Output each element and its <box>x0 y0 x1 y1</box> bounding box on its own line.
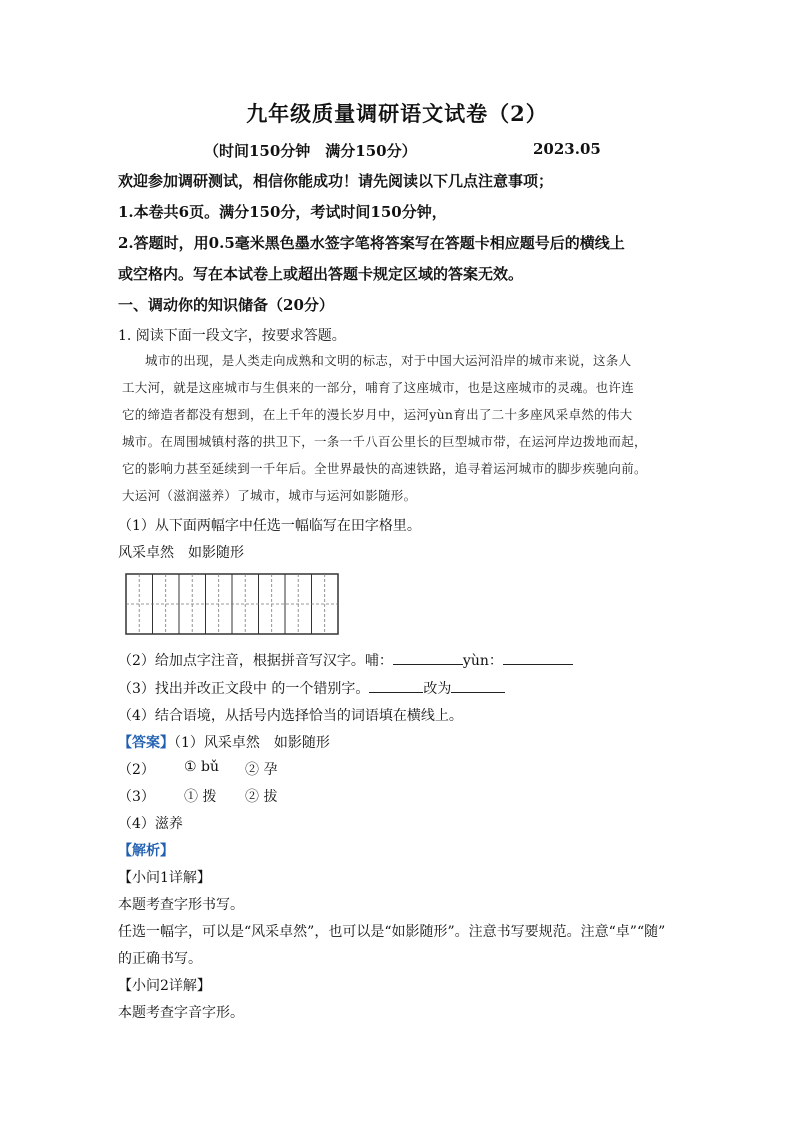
note-3: 或空格内。写在本试卷上或超出答题卡规定区域的答案无效。 <box>118 265 524 283</box>
answer-2-item: ② 孕 <box>245 762 278 778</box>
sub-question-1: （1）从下面两幅字中任选一幅临写在田字格里。 <box>118 518 421 534</box>
answer-tag: 【答案】 <box>118 735 174 751</box>
sub-question-3-prefix: （3）找出并改正文段中 的一个错别字。 <box>118 681 370 697</box>
answer-1: （1）风采卓然 如影随形 <box>174 735 330 751</box>
greeting: 欢迎参加调研测试，相信你能成功！请先阅读以下几点注意事项； <box>118 172 554 190</box>
answer-blank[interactable] <box>451 678 505 693</box>
passage-line: 它的影响力甚至延续到一千年后。全世界最快的高速铁路，追寻着运河城市的脚步疾驰向前。 <box>122 461 647 476</box>
detail-1-line: 任选一幅字，可以是“风采卓然”，也可以是“如影随形”。注意书写要规范。注意“卓”“随” <box>118 924 666 940</box>
passage-line: 大运河（滋润滋养）了城市，城市与运河如影随形。 <box>122 488 417 503</box>
answer-3-item: ① 拨 <box>184 789 217 805</box>
detail-1-line: 本题考查字形书写。 <box>118 897 244 913</box>
answer-blank[interactable] <box>503 650 573 665</box>
passage-line: 城市。在周围城镇村落的拱卫下，一条一千八百公里长的巨型城市带，在运河岸边拨地而起， <box>122 434 647 449</box>
sub-question-3 <box>118 678 505 698</box>
question-1: 1. 阅读下面一段文字，按要求答题。 <box>118 328 346 344</box>
sub-question-2-mid: yùn： <box>462 653 503 669</box>
passage-line: 它的缔造者都没有想到，在上千年的漫长岁月中，运河yùn育出了二十多座风采卓然的伟大 <box>122 407 633 422</box>
answer-3-label: （3） <box>118 789 155 805</box>
passage-line: 工大河，就是这座城市与生俱来的一部分，哺育了这座城市，也是这座城市的灵魂。也许连 <box>122 380 635 395</box>
answer-4: （4）滋养 <box>118 816 183 832</box>
tianzige-grid[interactable] <box>125 573 339 635</box>
sub-question-4: （4）结合语境，从括号内选择恰当的词语填在横线上。 <box>118 708 463 724</box>
detail-1-tag: 【小问1详解】 <box>118 870 211 886</box>
answer-2-label: （2） <box>118 762 155 778</box>
exam-time-info: （时间150分钟 满分150分） <box>204 142 417 160</box>
note-1: 1.本卷共6页。满分150分，考试时间150分钟， <box>118 203 447 221</box>
answer-2-item: ① bǔ <box>184 759 219 775</box>
sub-question-2 <box>118 650 573 670</box>
answer-blank[interactable] <box>369 678 423 693</box>
sub-question-2-prefix: （2）给加点字注音，根据拼音写汉字。哺： <box>118 653 393 669</box>
sub-question-3-mid: 改为 <box>423 681 452 697</box>
answer-3-item: ② 拔 <box>245 789 278 805</box>
page-title: 九年级质量调研语文试卷（2） <box>246 101 548 126</box>
detail-2-line: 本题考查字音字形。 <box>118 1005 244 1021</box>
passage-line: 城市的出现，是人类走向成熟和文明的标志，对于中国大运河沿岸的城市来说，这条人 <box>145 353 632 368</box>
answer-blank[interactable] <box>393 650 463 665</box>
note-2: 2.答题时，用0.5毫米黑色墨水签字笔将答案写在答题卡相应题号后的横线上 <box>118 234 625 252</box>
section-heading: 一、调动你的知识储备（20分） <box>118 296 334 314</box>
detail-1-line: 的正确书写。 <box>118 951 202 967</box>
analysis-tag: 【解析】 <box>118 843 174 859</box>
exam-date: 2023.05 <box>533 140 601 158</box>
answer-line-1 <box>118 732 330 752</box>
detail-2-tag: 【小问2详解】 <box>118 978 211 994</box>
sub-question-1-words: 风采卓然 如影随形 <box>118 545 244 561</box>
